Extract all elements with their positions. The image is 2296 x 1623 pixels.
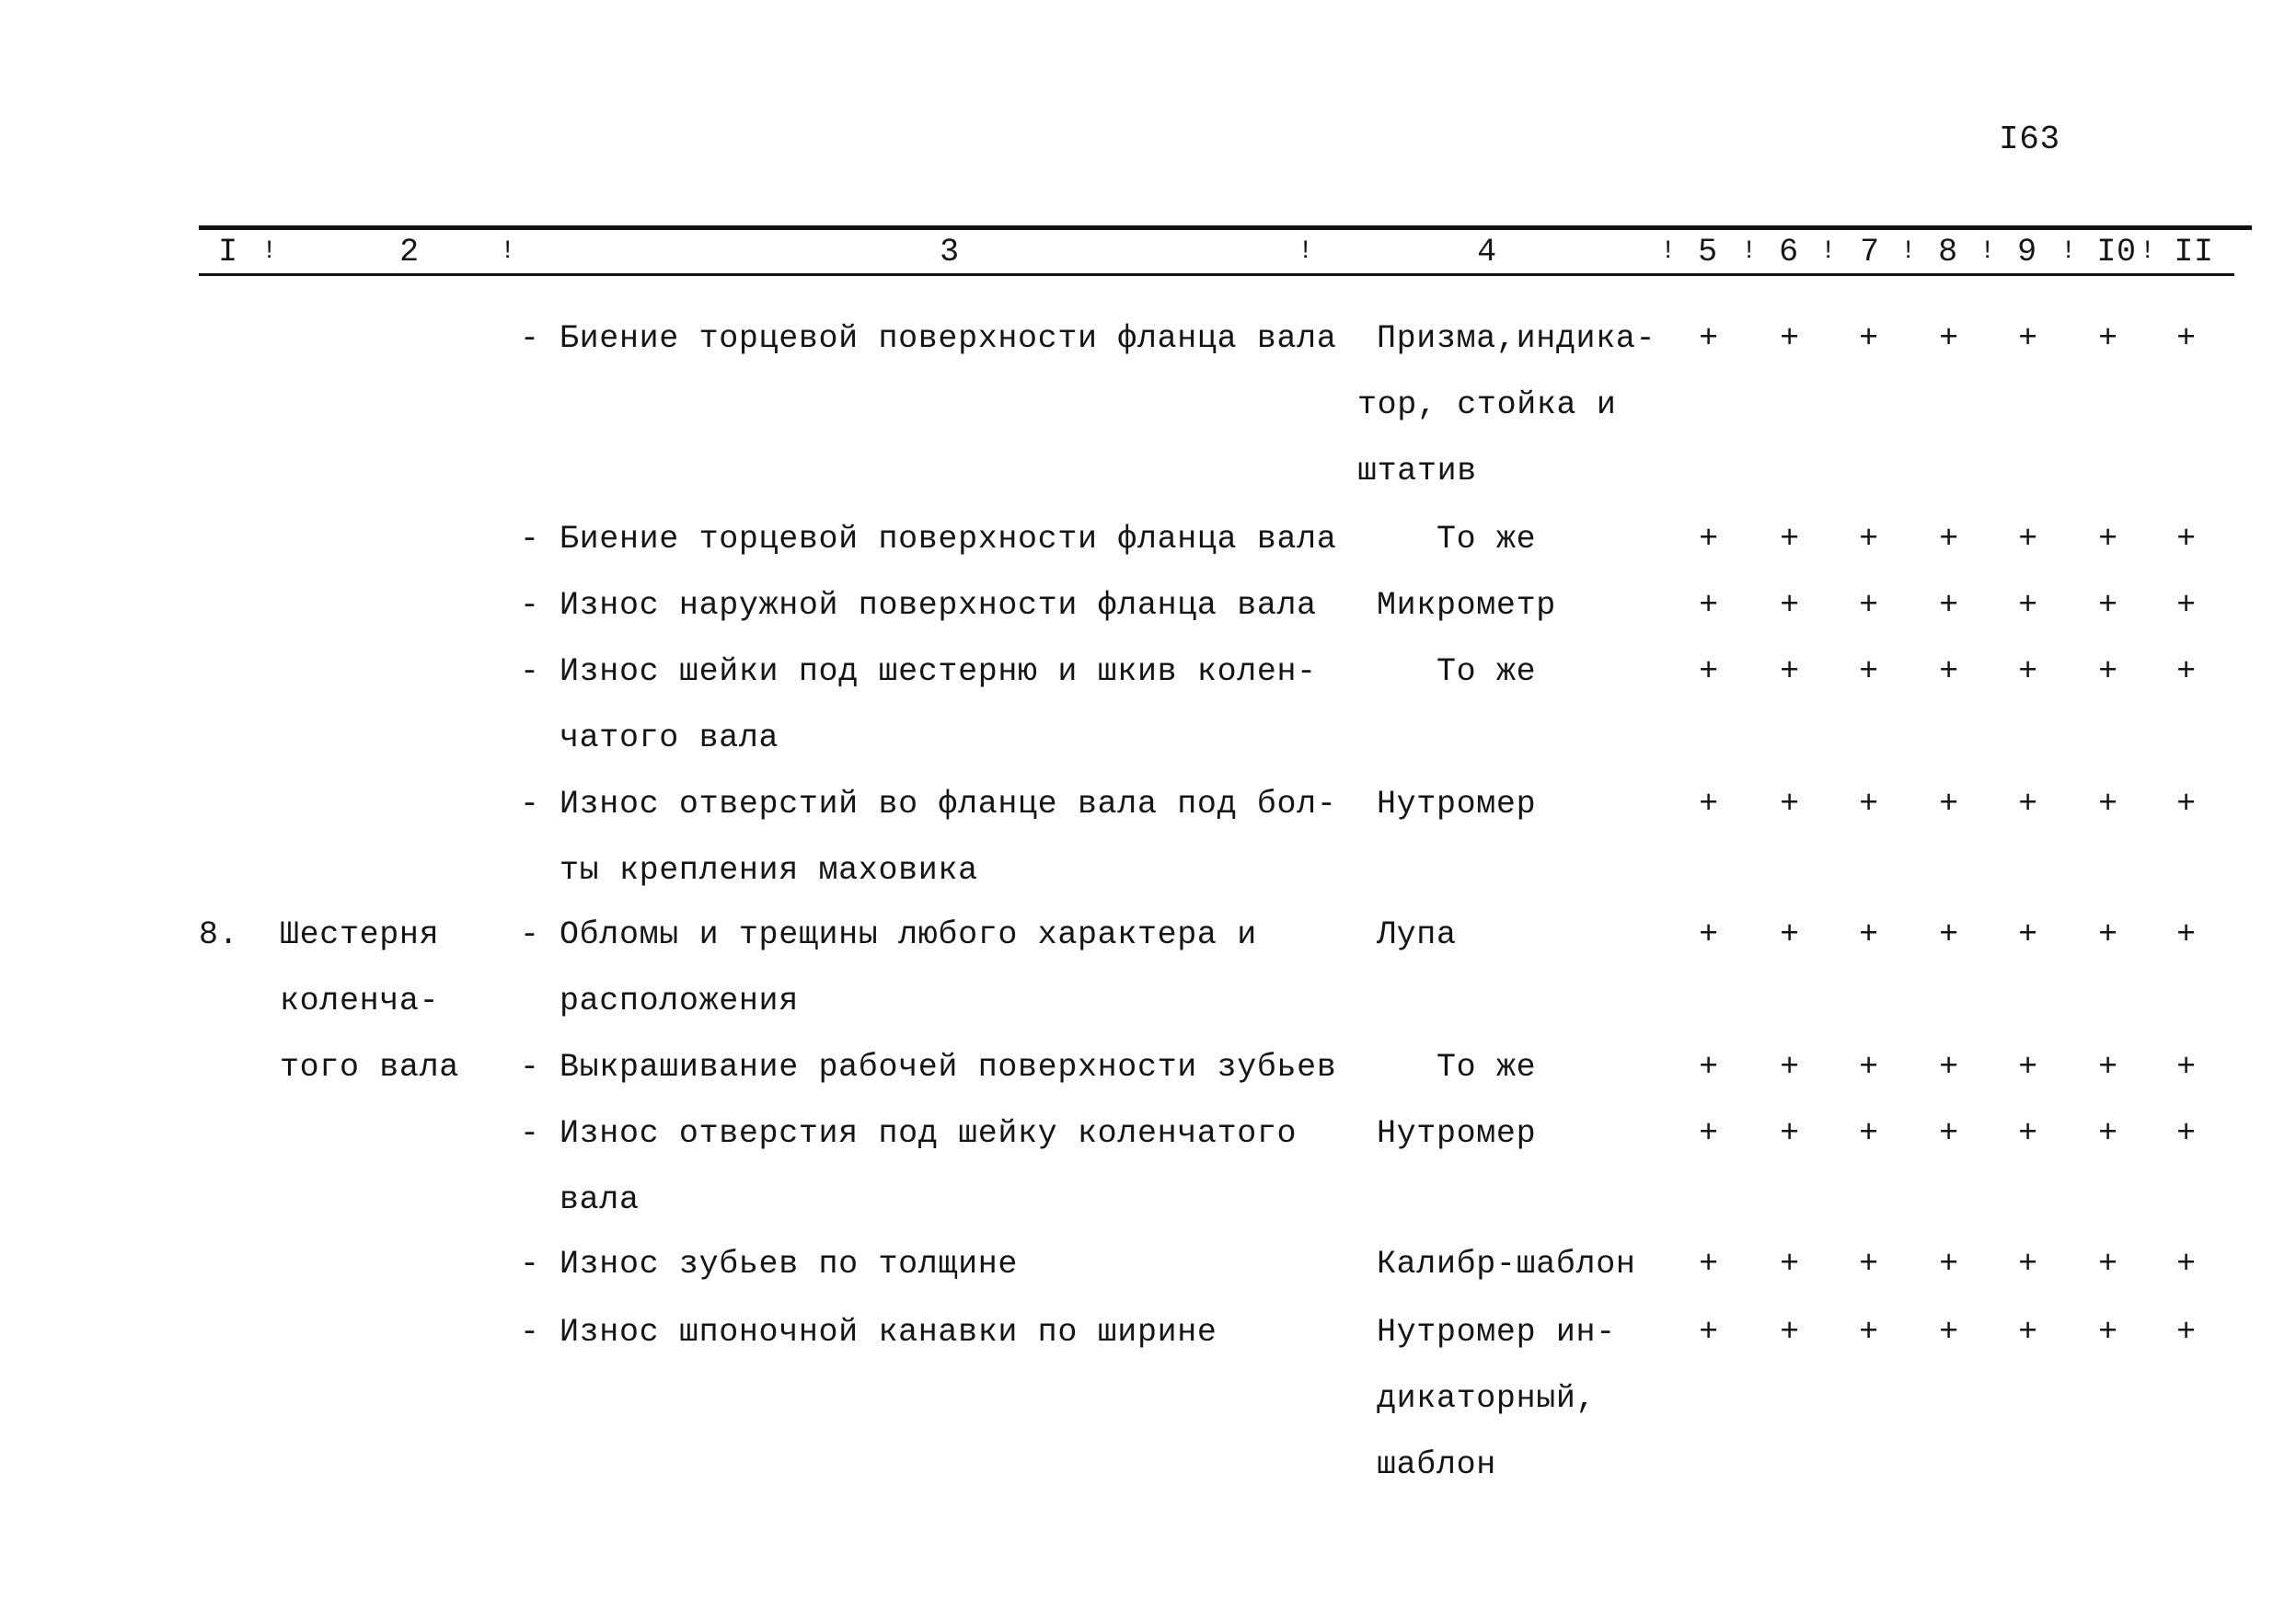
table-row: [0, 1034, 2296, 1100]
header-separator: !: [1979, 237, 1996, 266]
defect-line: чатого вала: [560, 719, 779, 756]
defect-line: Износ отверстия под шейку коленчатого: [560, 1115, 1298, 1152]
defect-line: ты крепления маховика: [560, 852, 978, 889]
check-mark-col-8: +: [1939, 1049, 1959, 1086]
check-mark-col-11: +: [2176, 786, 2197, 823]
check-mark-col-6: +: [1780, 916, 1800, 953]
header-col-9: 9: [2017, 234, 2037, 270]
header-col-2: 2: [399, 234, 420, 270]
tool-line: То же: [1436, 521, 1537, 558]
defect-line: Биение торцевой поверхности фланца вала: [560, 320, 1337, 357]
defect-dash: -: [520, 1314, 540, 1351]
check-mark-col-10: +: [2098, 1314, 2118, 1351]
defect-line: Биение торцевой поверхности фланца вала: [560, 521, 1337, 558]
check-mark-col-5: +: [1699, 916, 1719, 953]
check-mark-col-11: +: [2176, 916, 2197, 953]
check-mark-col-10: +: [2098, 320, 2118, 357]
defect-dash: -: [520, 653, 540, 690]
tool-line: Калибр-шаблон: [1377, 1246, 1636, 1283]
check-mark-col-5: +: [1699, 521, 1719, 558]
table-row: [0, 572, 2296, 639]
check-mark-col-7: +: [1859, 786, 1879, 823]
check-mark-col-9: +: [2018, 1115, 2038, 1152]
check-mark-col-10: +: [2098, 1115, 2118, 1152]
defect-description: [560, 1100, 1297, 1233]
check-mark-col-5: +: [1699, 1314, 1719, 1351]
check-mark-col-6: +: [1780, 587, 1800, 624]
check-mark-col-11: +: [2176, 1246, 2197, 1283]
table-top-rule: [199, 225, 2252, 230]
check-mark-col-5: +: [1699, 320, 1719, 357]
defect-dash: -: [520, 521, 540, 558]
check-mark-col-11: +: [2176, 521, 2197, 558]
check-mark-col-9: +: [2018, 1049, 2038, 1086]
check-mark-col-11: +: [2176, 1115, 2197, 1152]
check-mark-col-7: +: [1859, 1314, 1879, 1351]
check-mark-col-8: +: [1939, 916, 1959, 953]
check-mark-col-9: +: [2018, 653, 2038, 690]
check-mark-col-6: +: [1780, 1246, 1800, 1283]
check-mark-col-5: +: [1699, 1115, 1719, 1152]
defect-dash: -: [520, 1115, 540, 1152]
defect-dash: -: [520, 320, 540, 357]
defect-description: [560, 1034, 1336, 1100]
defect-description: [560, 572, 1317, 639]
header-separator: !: [500, 237, 516, 266]
check-mark-col-7: +: [1859, 521, 1879, 558]
check-mark-col-5: +: [1699, 653, 1719, 690]
table-row: [0, 771, 2296, 889]
check-mark-col-10: +: [2098, 587, 2118, 624]
defect-description: [560, 506, 1336, 572]
inspection-tool: [1377, 572, 1556, 639]
check-mark-col-8: +: [1939, 320, 1959, 357]
defect-line: Износ отверстий во фланце вала под бол-: [560, 786, 1337, 823]
table-row: [0, 1100, 2296, 1218]
tool-line: тор, стойка и: [1357, 386, 1617, 423]
defect-description: [560, 902, 1257, 1034]
check-mark-col-6: +: [1780, 653, 1800, 690]
tool-line: Лупа: [1377, 916, 1457, 953]
page-number: I63: [1999, 121, 2060, 158]
check-mark-col-6: +: [1780, 320, 1800, 357]
tool-line: Призма,индика-: [1377, 320, 1656, 357]
defect-description: [560, 1299, 1217, 1365]
tool-line: Микрометр: [1377, 587, 1556, 624]
tool-line: Нутромер: [1377, 786, 1537, 823]
check-mark-col-8: +: [1939, 786, 1959, 823]
defect-line: вала: [560, 1181, 640, 1218]
table-row: [0, 305, 2296, 489]
inspection-tool: [1377, 1100, 1536, 1167]
inspection-tool: [1377, 639, 1536, 705]
header-separator: !: [1298, 237, 1314, 266]
tool-line: штатив: [1357, 453, 1477, 489]
tool-line: То же: [1436, 1049, 1537, 1086]
table-row: [0, 506, 2296, 572]
check-mark-col-7: +: [1859, 653, 1879, 690]
check-mark-col-8: +: [1939, 521, 1959, 558]
header-separator: !: [1741, 237, 1758, 266]
defect-description: [560, 305, 1336, 372]
check-mark-col-10: +: [2098, 786, 2118, 823]
defect-description: [560, 771, 1336, 904]
check-mark-col-5: +: [1699, 1049, 1719, 1086]
check-mark-col-5: +: [1699, 587, 1719, 624]
defect-dash: -: [520, 587, 540, 624]
inspection-tool: [1377, 1231, 1636, 1297]
check-mark-col-9: +: [2018, 521, 2038, 558]
header-separator: !: [261, 237, 278, 266]
header-separator: !: [1820, 237, 1837, 266]
header-col-3: 3: [940, 234, 960, 270]
defect-line: Износ шейки под шестерню и шкив колен-: [560, 653, 1317, 690]
defect-line: Износ шпоночной канавки по ширине: [560, 1314, 1217, 1351]
check-mark-col-7: +: [1859, 1246, 1879, 1283]
defect-dash: -: [520, 1049, 540, 1086]
inspection-tool: [1377, 1299, 1616, 1498]
check-mark-col-10: +: [2098, 1246, 2118, 1283]
check-mark-col-9: +: [2018, 1246, 2038, 1283]
part-name-line: того вала: [280, 1049, 459, 1086]
check-mark-col-9: +: [2018, 916, 2038, 953]
header-col-11: II: [2174, 234, 2214, 270]
check-mark-col-10: +: [2098, 653, 2118, 690]
header-col-4: 4: [1477, 234, 1497, 270]
part-name-line: коленча-: [280, 983, 440, 1019]
tool-line: шаблон: [1377, 1446, 1496, 1483]
header-col-1: I: [218, 234, 238, 270]
defect-dash: -: [520, 1246, 540, 1283]
header-col-10: I0: [2096, 234, 2137, 270]
inspection-tool: [1377, 1034, 1536, 1100]
inspection-tool: [1377, 771, 1536, 837]
check-mark-col-11: +: [2176, 1049, 2197, 1086]
check-mark-col-11: +: [2176, 587, 2197, 624]
check-mark-col-7: +: [1859, 320, 1879, 357]
tool-line: То же: [1436, 653, 1537, 690]
header-col-5: 5: [1698, 234, 1718, 270]
check-mark-col-9: +: [2018, 786, 2038, 823]
check-mark-col-8: +: [1939, 653, 1959, 690]
check-mark-col-6: +: [1780, 1314, 1800, 1351]
tool-line: дикаторный,: [1377, 1380, 1597, 1417]
header-separator: !: [2140, 237, 2156, 266]
check-mark-col-9: +: [2018, 1314, 2038, 1351]
defect-line: Обломы и трещины любого характера и: [560, 916, 1257, 953]
check-mark-col-5: +: [1699, 786, 1719, 823]
check-mark-col-5: +: [1699, 1246, 1719, 1283]
header-col-7: 7: [1860, 234, 1880, 270]
header-separator: !: [1660, 237, 1677, 266]
tool-line: Нутромер: [1377, 1115, 1537, 1152]
check-mark-col-8: +: [1939, 1314, 1959, 1351]
header-separator: !: [1900, 237, 1917, 266]
tool-line: Нутромер ин-: [1377, 1314, 1616, 1351]
check-mark-col-6: +: [1780, 786, 1800, 823]
table-row: [0, 1299, 2296, 1483]
header-col-6: 6: [1779, 234, 1799, 270]
table-row: [0, 1231, 2296, 1297]
check-mark-col-7: +: [1859, 1115, 1879, 1152]
defect-line: расположения: [560, 983, 799, 1019]
defect-line: Износ зубьев по толщине: [560, 1246, 1019, 1283]
check-mark-col-8: +: [1939, 1246, 1959, 1283]
defect-description: [560, 1231, 1018, 1297]
check-mark-col-8: +: [1939, 587, 1959, 624]
check-mark-col-6: +: [1780, 521, 1800, 558]
item-number: 8.: [199, 916, 239, 953]
check-mark-col-7: +: [1859, 1049, 1879, 1086]
defect-line: Износ наружной поверхности фланца вала: [560, 587, 1317, 624]
table-header-rule: [199, 273, 2234, 276]
defect-line: Выкрашивание рабочей поверхности зубьев: [560, 1049, 1337, 1086]
table-row: [0, 639, 2296, 756]
check-mark-col-6: +: [1780, 1115, 1800, 1152]
defect-dash: -: [520, 916, 540, 953]
inspection-tool: [1377, 506, 1536, 572]
check-mark-col-10: +: [2098, 1049, 2118, 1086]
check-mark-col-7: +: [1859, 916, 1879, 953]
check-mark-col-7: +: [1859, 587, 1879, 624]
inspection-tool: [1357, 305, 1656, 504]
check-mark-col-11: +: [2176, 653, 2197, 690]
check-mark-col-10: +: [2098, 521, 2118, 558]
check-mark-col-10: +: [2098, 916, 2118, 953]
check-mark-col-9: +: [2018, 320, 2038, 357]
defect-dash: -: [520, 786, 540, 823]
check-mark-col-8: +: [1939, 1115, 1959, 1152]
part-name-line: Шестерня: [280, 916, 440, 953]
check-mark-col-11: +: [2176, 1314, 2197, 1351]
defect-description: [560, 639, 1317, 771]
check-mark-col-11: +: [2176, 320, 2197, 357]
header-separator: !: [2060, 237, 2077, 266]
header-col-8: 8: [1938, 234, 1958, 270]
check-mark-col-6: +: [1780, 1049, 1800, 1086]
check-mark-col-9: +: [2018, 587, 2038, 624]
inspection-tool: [1377, 902, 1457, 968]
